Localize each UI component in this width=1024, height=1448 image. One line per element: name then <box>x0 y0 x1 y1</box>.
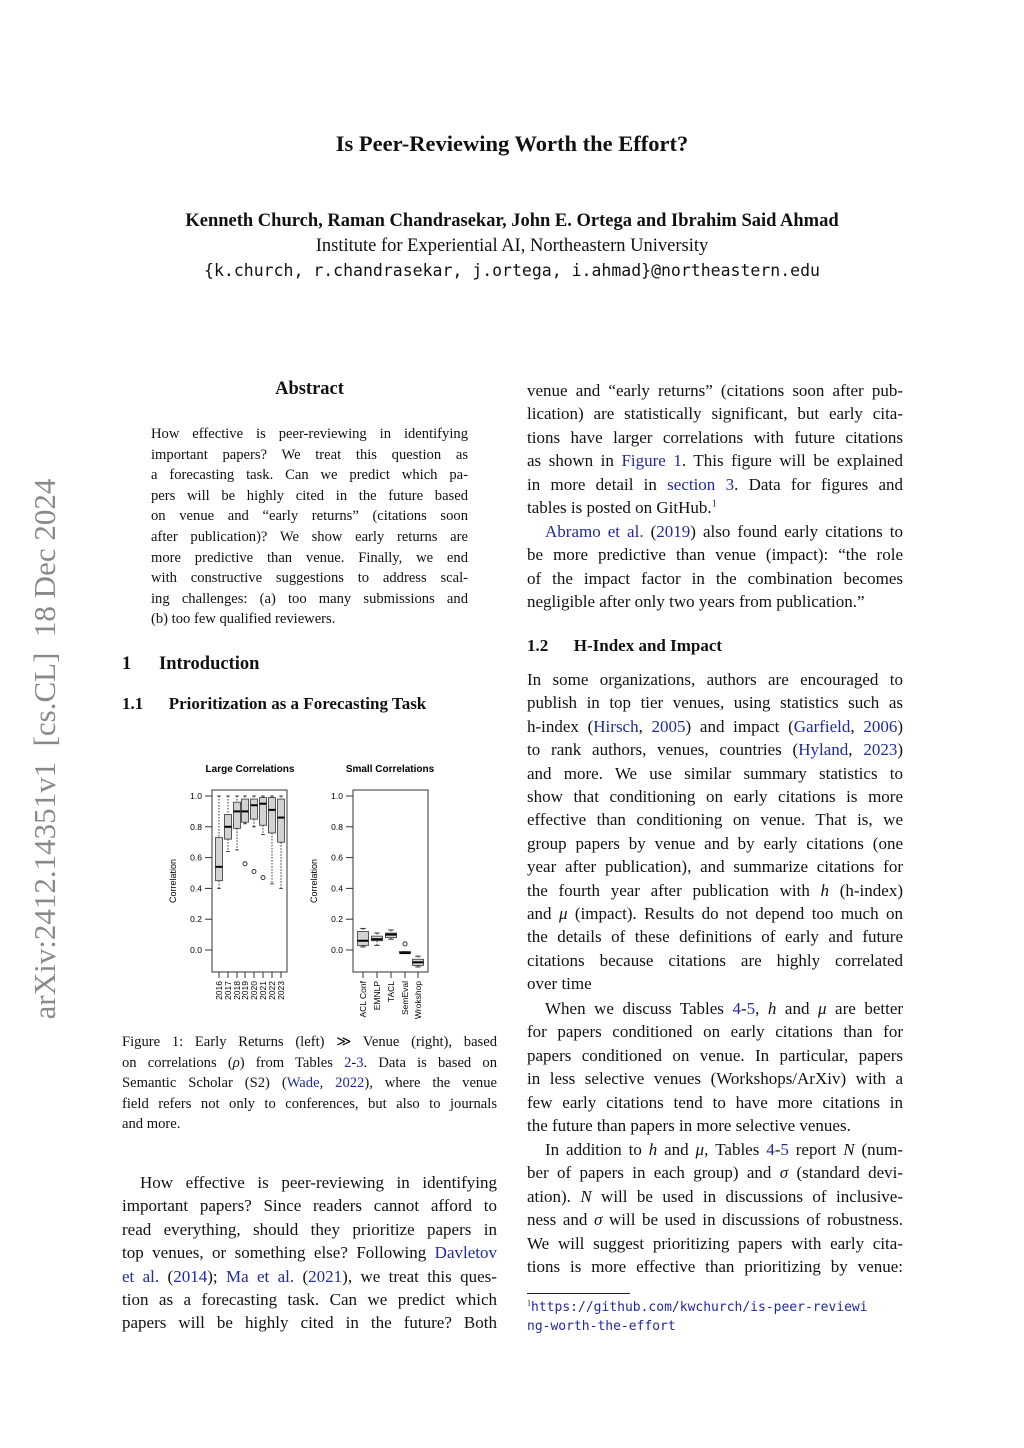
text-span: the future than papers in more selective venues. <box>527 1116 851 1136</box>
author-emails: {k.church, r.chandrasekar, j.ortega, i.ahmad}@northeastern.edu <box>204 261 820 280</box>
citation-link[interactable]: 2005 <box>651 716 686 736</box>
y-tick-label: 0.2 <box>190 914 202 925</box>
text-span: show that conditioning on early citations is more <box>527 787 903 807</box>
outlier-point <box>252 869 256 873</box>
citation-link[interactable]: 2023 <box>863 740 898 760</box>
text-span: few early citations tend to have more citations in <box>527 1092 903 1112</box>
text-line <box>527 379 903 402</box>
citation-link[interactable]: 2021 <box>308 1266 343 1286</box>
text-span: venue and “early returns” (citations soon after pub- <box>527 381 903 400</box>
text-span: as shown in <box>527 451 622 471</box>
citation-link[interactable]: section 3 <box>667 474 735 494</box>
text-span: will be used in discussions of robustness. <box>602 1210 903 1230</box>
github-link-continued[interactable]: ng-worth-the-effort <box>527 1319 676 1334</box>
x-tick-label: 2021 <box>258 981 268 1000</box>
text-span: after publication)? We show early returns are <box>151 528 468 545</box>
citation-link[interactable]: Garfield <box>793 716 851 736</box>
text-span: How effective is peer-reviewing in identifying <box>151 426 468 442</box>
math-symbol: h <box>820 880 830 900</box>
text-line <box>527 1255 903 1278</box>
text-span: h-index ( <box>527 716 594 736</box>
y-tick-label: 0.6 <box>331 852 343 863</box>
x-tick-label: 2017 <box>223 981 233 1000</box>
text-span: (b) too few qualified reviewers. <box>151 611 336 628</box>
text-span: the fourth year after publication with <box>527 880 821 900</box>
text-span: in less selective venues (Workshops/ArXiv) with a <box>527 1069 903 1089</box>
y-tick-label: 0.0 <box>190 945 202 955</box>
text-span: top venues, or something else? Following <box>122 1243 435 1263</box>
text-span: ) from Tables <box>239 1054 345 1071</box>
text-line <box>527 1044 903 1067</box>
text-line <box>527 738 903 761</box>
math-symbol: σ <box>779 1163 789 1183</box>
text-line <box>527 1020 903 1043</box>
author-list: Kenneth Church, Raman Chandrasekar, John E. Ortega and Ibrahim Said Ahmad <box>185 211 839 231</box>
text-line <box>527 473 903 496</box>
math-symbol: N <box>580 1186 592 1206</box>
text-span: more predictive than venue. Finally, we end <box>151 549 468 566</box>
text-span: ness and <box>527 1210 594 1230</box>
footnote-divider <box>527 1293 630 1294</box>
text-line <box>122 1171 497 1194</box>
text-span: ation). <box>527 1186 581 1206</box>
text-span: ), we treat this ques- <box>342 1266 497 1286</box>
text-line <box>122 1073 497 1094</box>
text-line <box>527 715 903 738</box>
text-span: for papers conditioned on early citations than for <box>527 1022 903 1042</box>
text-span: ( <box>643 522 657 541</box>
text-span: - <box>774 1140 781 1159</box>
text-line <box>527 590 903 613</box>
citation-link[interactable]: Hirsch <box>593 716 639 736</box>
text-line <box>527 1091 903 1114</box>
text-line <box>527 543 903 566</box>
text-span: Semantic Scholar (S2) ( <box>122 1075 287 1092</box>
footnote-mark: 1 <box>527 1298 532 1308</box>
text-span: (h-index) <box>829 880 903 900</box>
y-axis-label: Correlation <box>168 858 178 904</box>
text-line <box>122 1053 497 1074</box>
text-span: In addition to <box>545 1140 649 1159</box>
text-span: on venue and “early returns” (citations soon <box>151 508 468 525</box>
paragraph-tables <box>527 997 903 1137</box>
paragraph-h-index <box>527 668 903 996</box>
text-span: and <box>776 999 818 1018</box>
text-line <box>527 567 903 590</box>
text-line <box>527 997 903 1020</box>
text-line <box>527 902 903 925</box>
citation-link[interactable]: 2022 <box>335 1075 365 1092</box>
citation-link[interactable]: Hyland <box>798 740 849 760</box>
citation-link[interactable]: 2014 <box>173 1266 208 1286</box>
citation-link[interactable]: 3 <box>356 1054 364 1071</box>
y-tick-label: 1.0 <box>331 791 343 801</box>
citation-link[interactable]: Abramo et al. <box>545 522 644 541</box>
subsection-heading-h-index: 1.2 H-Index and Impact <box>527 636 723 655</box>
text-line <box>527 426 903 449</box>
box-iqr <box>260 798 267 826</box>
outlier-point <box>261 876 265 880</box>
text-line <box>527 762 903 785</box>
text-span: (num- <box>854 1140 903 1159</box>
text-span: will be used in discussions of inclusive- <box>591 1186 904 1206</box>
text-line <box>122 1094 497 1115</box>
text-span: lication) are statistically significant, but early cita- <box>527 404 903 424</box>
footnote-ref-link[interactable]: 1 <box>711 498 717 510</box>
text-span: citations because citations are highly correlated <box>527 950 903 970</box>
text-span: ) also found early citations to <box>690 522 903 541</box>
math-symbol: μ <box>558 904 568 924</box>
text-line <box>527 972 903 995</box>
citation-link[interactable]: 4 <box>766 1140 775 1159</box>
x-tick-label: 2022 <box>267 981 277 1000</box>
x-tick-label: 2020 <box>249 981 259 1000</box>
text-line <box>527 1138 903 1161</box>
x-tick-label: 2019 <box>240 981 250 1000</box>
text-span: and <box>657 1140 696 1159</box>
text-span: tions is more effective than prioritizing by venue: <box>527 1257 903 1277</box>
text-span: tion as a forecasting task. Can we predict which <box>122 1290 497 1310</box>
math-symbol: μ <box>695 1140 705 1159</box>
x-tick-label: EMNLP <box>372 981 382 1011</box>
text-line <box>122 1288 497 1311</box>
x-tick-label: TACL <box>386 981 396 1003</box>
text-line <box>122 1265 497 1288</box>
text-span: and more. <box>122 1116 181 1133</box>
x-tick-label: 2018 <box>232 981 242 1000</box>
box-iqr <box>216 838 223 881</box>
text-span: important papers? We treat this question as <box>151 446 468 463</box>
arxiv-identifier: arXiv:2412.14351v1 [cs.CL] 18 Dec 2024 <box>27 478 62 1020</box>
boxplot-panel-1 <box>309 764 435 1019</box>
x-tick-label: 2023 <box>276 981 286 1000</box>
text-line <box>122 1194 497 1217</box>
y-tick-label: 0.8 <box>190 821 202 832</box>
text-span: important papers? Since readers cannot afford to <box>122 1196 497 1216</box>
text-span: field refers not only to conferences, but also to journals <box>122 1095 497 1112</box>
text-span: ) and impact ( <box>685 716 794 736</box>
citation-link[interactable]: et al. <box>122 1266 160 1286</box>
y-tick-label: 1.0 <box>190 791 202 801</box>
y-tick-label: 0.6 <box>190 852 202 863</box>
x-tick-label: 2016 <box>214 981 224 1000</box>
boxplot-panel-0 <box>168 764 295 1000</box>
text-span: with constructive suggestions to address scal- <box>151 570 468 587</box>
text-line <box>122 1032 497 1053</box>
text-span: of the impact factor in the combination becomes <box>527 568 903 588</box>
box-iqr <box>358 932 369 946</box>
text-line <box>527 1185 903 1208</box>
text-line <box>527 855 903 878</box>
text-span: ) <box>897 716 903 736</box>
text-line <box>527 808 903 831</box>
paragraph-abramo <box>527 520 903 614</box>
paper-title: Is Peer-Reviewing Worth the Effort? <box>335 131 689 156</box>
text-span: read everything, should they prioritize papers in <box>122 1219 497 1239</box>
citation-link[interactable]: 5 <box>746 999 756 1018</box>
paragraph-early-returns <box>527 379 903 519</box>
text-span: ber of papers in each group) and <box>527 1163 780 1183</box>
subsection-heading-prioritization: 1.1 Prioritization as a Forecasting Task <box>122 694 427 713</box>
text-span: (impact). Results do not depend too much on <box>567 904 904 924</box>
box-iqr <box>269 798 276 833</box>
text-line <box>527 496 903 519</box>
text-span: year after publication), and summarize citations for <box>527 857 903 877</box>
text-line <box>122 1114 497 1135</box>
math-symbol: h <box>767 999 777 1018</box>
citation-link[interactable]: Figure 1 <box>621 451 682 471</box>
y-tick-label: 0.8 <box>331 821 343 832</box>
text-line <box>527 668 903 691</box>
citation-link[interactable]: Davletov <box>434 1243 497 1263</box>
text-span: - <box>740 999 747 1018</box>
outlier-point <box>403 942 407 946</box>
text-span: pers will be highly cited in the future based <box>151 487 468 504</box>
citation-link[interactable]: 5 <box>780 1140 789 1159</box>
text-span: papers will be highly cited in the future? Both <box>122 1313 497 1333</box>
outlier-point <box>243 862 247 866</box>
box-iqr <box>251 799 258 819</box>
text-span: over time <box>527 974 592 994</box>
text-span: ), where the venue <box>364 1075 497 1092</box>
text-line <box>527 1232 903 1255</box>
footnote <box>527 1298 868 1336</box>
text-span: and more. We use similar summary statistics to <box>527 763 903 783</box>
text-span: ( <box>159 1266 174 1286</box>
y-axis-label: Correlation <box>309 858 319 904</box>
text-line <box>527 520 903 543</box>
math-symbol: μ <box>817 999 827 1018</box>
citation-link[interactable]: 2006 <box>863 716 898 736</box>
math-symbol: N <box>843 1140 855 1159</box>
text-line <box>527 402 903 425</box>
x-tick-label: SemEval <box>400 981 410 1016</box>
text-line <box>527 691 903 714</box>
text-span: the details of these definitions of early and future <box>527 927 903 947</box>
text-line <box>527 1208 903 1231</box>
text-line <box>527 925 903 948</box>
text-span: , <box>850 716 864 736</box>
citation-link[interactable]: 2 <box>344 1054 352 1071</box>
abstract-heading: Abstract <box>275 379 344 399</box>
citation-link[interactable]: 2019 <box>656 522 691 541</box>
text-span: When we discuss Tables <box>545 999 733 1018</box>
text-span: be more predictive than venue (impact): “the role <box>527 545 903 565</box>
text-span: (standard devi- <box>788 1163 903 1183</box>
text-span: Figure 1: Early Returns (left) ≫ Venue (right), based <box>122 1034 497 1050</box>
citation-link[interactable]: Wade <box>286 1075 320 1092</box>
text-span: on correlations ( <box>122 1054 233 1071</box>
x-tick-label: Wrokshop <box>413 981 423 1020</box>
text-span: and <box>527 904 559 924</box>
text-span: to rank authors, venues, countries ( <box>527 740 799 760</box>
math-symbol: h <box>648 1140 658 1159</box>
text-line <box>527 879 903 902</box>
text-span: , <box>848 740 864 760</box>
text-span: a forecasting task. Can we predict which pa- <box>151 467 468 484</box>
text-line <box>527 449 903 472</box>
math-symbol: σ <box>594 1210 603 1230</box>
text-span: in more detail in <box>527 474 668 494</box>
text-span: are better <box>826 999 904 1018</box>
text-span: , Tables <box>704 1140 767 1159</box>
text-span: ing challenges: (a) too many submissions and <box>151 590 468 607</box>
text-span: We will suggest prioritizing papers with early cita- <box>527 1233 903 1253</box>
github-link[interactable]: https://github.com/kwchurch/is-peer-reviewi <box>531 1300 868 1315</box>
chart-title: Large Correlations <box>205 764 295 775</box>
citation-link[interactable]: 4 <box>732 999 741 1018</box>
text-line <box>122 1241 497 1264</box>
text-line <box>527 832 903 855</box>
text-span: , <box>755 999 768 1018</box>
text-span: , <box>638 716 652 736</box>
text-span: ) <box>897 740 903 760</box>
citation-link[interactable]: Ma et al. <box>225 1266 295 1286</box>
y-tick-label: 0.2 <box>331 914 343 925</box>
box-iqr <box>234 802 241 828</box>
text-span: tables is posted on GitHub. <box>527 498 712 518</box>
text-span: group papers by venue and by early citations (one <box>527 833 903 853</box>
text-line <box>527 1067 903 1090</box>
text-span: publish in top tier venues, using statistics such as <box>527 693 903 713</box>
intro-paragraph <box>122 1171 497 1335</box>
affiliation: Institute for Experiential AI, Northeastern University <box>315 236 709 256</box>
text-span: . Data for figures and <box>734 474 904 494</box>
y-tick-label: 0.4 <box>331 883 343 894</box>
text-span: ); <box>207 1266 226 1286</box>
text-line <box>122 1218 497 1241</box>
paragraph-n-sigma <box>527 1138 903 1278</box>
text-line <box>122 1311 497 1334</box>
text-span: effective than conditioning on venue. That is, we <box>527 810 903 830</box>
text-span: negligible after only two years from publication.” <box>527 592 865 612</box>
section-heading-introduction: 1 Introduction <box>122 654 260 674</box>
chart-title: Small Correlations <box>345 764 435 775</box>
text-span: papers conditioned on venue. In particular, papers <box>527 1045 903 1065</box>
box-iqr <box>278 799 285 842</box>
text-span: In some organizations, authors are encouraged to <box>527 670 903 689</box>
text-span: . This figure will be explained <box>681 451 904 471</box>
text-span: - <box>351 1054 357 1071</box>
text-span: , <box>319 1075 336 1092</box>
text-span: How effective is peer-reviewing in identifying <box>140 1173 497 1192</box>
math-symbol: ρ <box>232 1054 240 1071</box>
text-span: ( <box>294 1266 309 1286</box>
x-tick-label: ACL Conf <box>358 981 368 1018</box>
text-line <box>527 1161 903 1184</box>
text-line <box>527 949 903 972</box>
text-line <box>527 1114 903 1137</box>
y-tick-label: 0.0 <box>331 945 343 955</box>
figure-caption <box>122 1032 497 1135</box>
text-span: tions have larger correlations with future citations <box>527 427 903 447</box>
text-span: . Data is based on <box>363 1054 497 1071</box>
text-line <box>527 785 903 808</box>
y-tick-label: 0.4 <box>190 883 202 894</box>
text-span: report <box>788 1140 844 1159</box>
